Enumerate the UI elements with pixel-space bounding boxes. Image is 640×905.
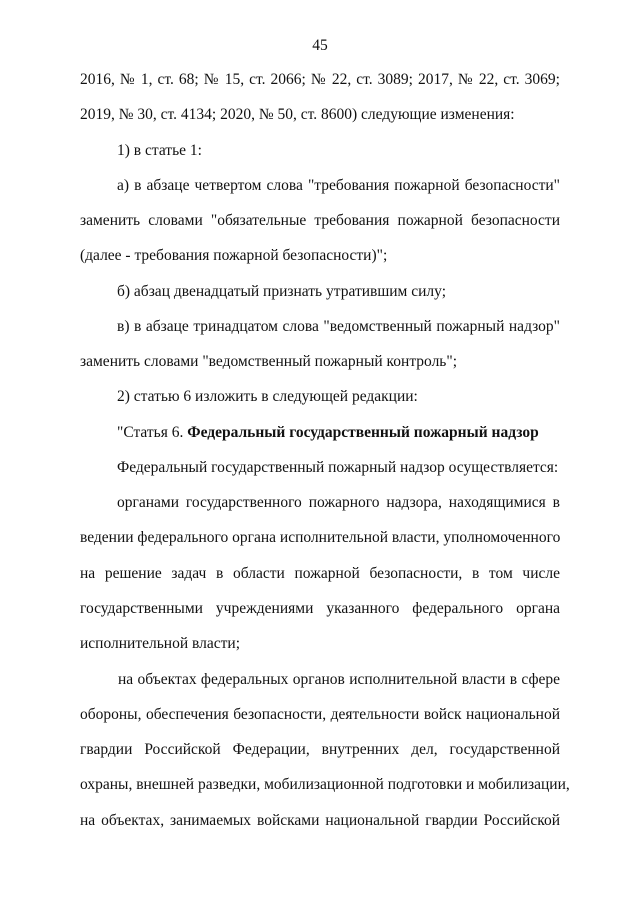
- article-heading-prefix: "Статья 6.: [117, 424, 188, 441]
- text-line: гвардии Российской Федерации, внутренних дел, государственной: [80, 741, 560, 758]
- text-line: заменить словами "ведомственный пожарный контроль";: [80, 353, 458, 370]
- article-heading: [117, 423, 560, 443]
- list-item: 2) статью 6 изложить в следующей редакции:: [117, 388, 418, 405]
- text-line: на решение задач в области пожарной безопасности, в том числе: [80, 565, 560, 582]
- list-item: б) абзац двенадцатый признать утратившим силу;: [117, 283, 447, 300]
- text-line: на объектах федеральных органов исполнительной власти в сфере: [118, 671, 560, 688]
- text-line: исполнительной власти;: [80, 635, 240, 652]
- text-line: а) в абзаце четвертом слова "требования пожарной безопасности": [117, 177, 560, 194]
- article-heading-title: Федеральный государственный пожарный надзор: [187, 424, 539, 441]
- text-line: обороны, обеспечения безопасности, деятельности войск национальной: [80, 706, 560, 723]
- text-line: в) в абзаце тринадцатом слова "ведомственный пожарный надзор": [117, 318, 560, 335]
- text-line: 2019, № 30, ст. 4134; 2020, № 50, ст. 8600) следующие изменения:: [80, 106, 515, 123]
- text-line: охраны, внешней разведки, мобилизационной подготовки и мобилизации,: [80, 776, 570, 793]
- text-line: государственными учреждениями указанного федерального органа: [80, 600, 560, 617]
- text-line: заменить словами "обязательные требования пожарной безопасности: [80, 212, 560, 229]
- text-line: органами государственного пожарного надзора, находящимися в: [117, 494, 560, 511]
- text-line: (далее - требования пожарной безопасности)";: [80, 247, 388, 264]
- page-number: 45: [312, 37, 328, 54]
- text-line: ведении федерального органа исполнительной власти, уполномоченного: [80, 529, 561, 546]
- list-item: 1) в статье 1:: [117, 142, 202, 159]
- text-line: 2016, № 1, ст. 68; № 15, ст. 2066; № 22, ст. 3089; 2017, № 22, ст. 3069;: [80, 71, 560, 88]
- text-line: Федеральный государственный пожарный надзор осуществляется:: [117, 459, 559, 476]
- text-line: на объектах, занимаемых войсками национальной гвардии Российской: [80, 812, 560, 829]
